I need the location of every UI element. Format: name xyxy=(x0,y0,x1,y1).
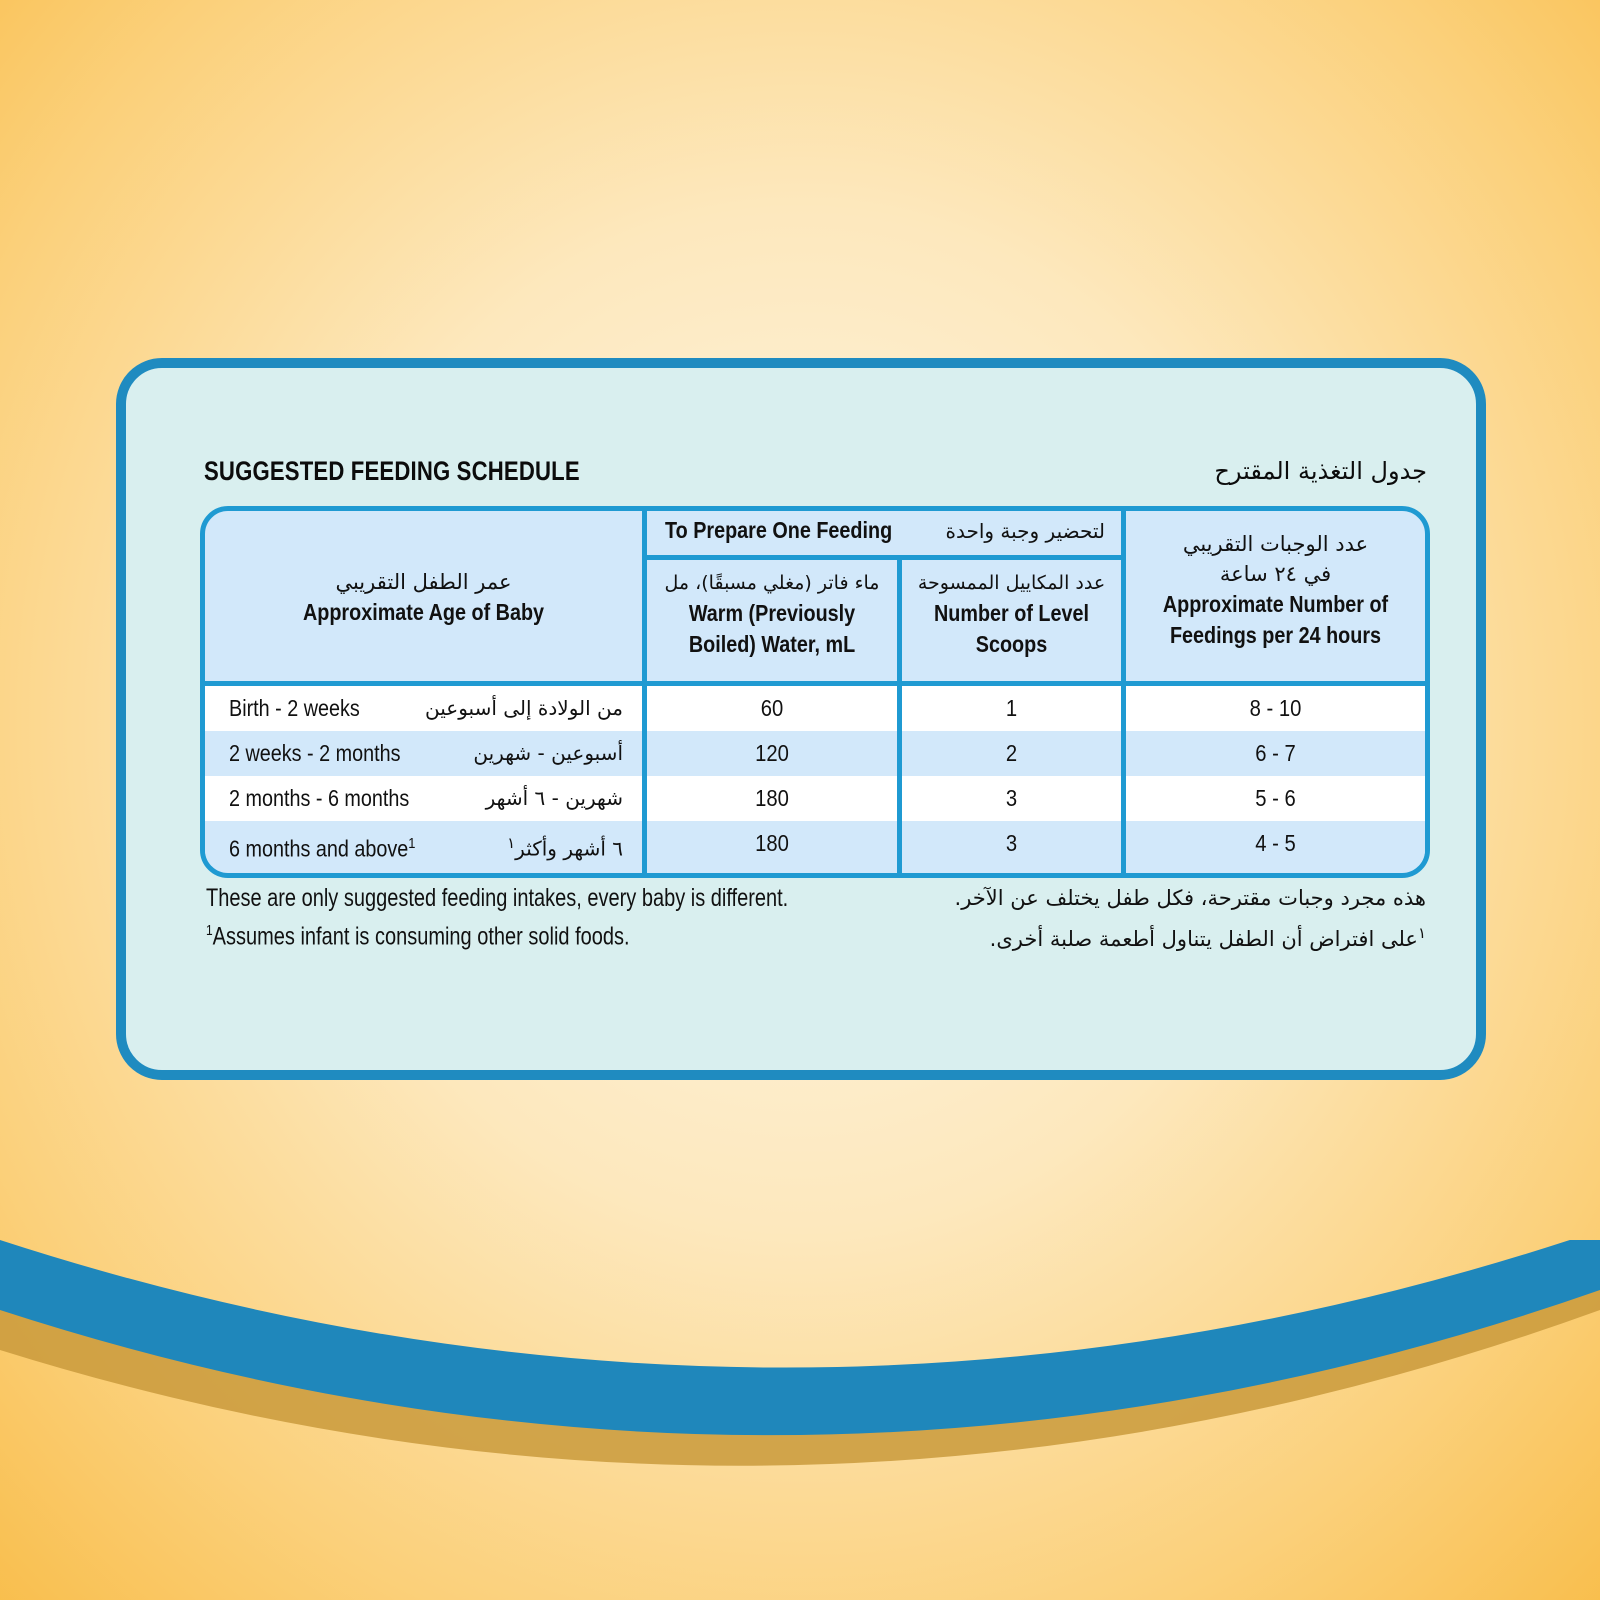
footnote-arabic-2 xyxy=(990,924,1426,951)
row-water-ml: 60 xyxy=(760,695,784,721)
header-age-arabic: عمر الطفل التقريبي xyxy=(335,570,512,594)
footnote-english-marker: 1 xyxy=(206,922,213,939)
header-age xyxy=(205,511,642,681)
header-prepare-english: To Prepare One Feeding xyxy=(665,517,893,543)
row-water-ml: 180 xyxy=(755,830,789,856)
column-divider xyxy=(897,555,902,878)
row-feedings: 5 - 6 xyxy=(1255,785,1296,811)
table-row xyxy=(205,731,1425,776)
feeding-schedule-table xyxy=(200,506,1430,878)
row-feedings: 6 - 7 xyxy=(1255,740,1296,766)
footnote-english-1: These are only suggested feeding intakes, every baby is different. xyxy=(206,884,789,912)
row-age-english: 2 weeks - 2 months xyxy=(229,740,401,766)
footnote-english-2-text: Assumes infant is consuming other solid foods. xyxy=(212,922,630,951)
row-scoops: 3 xyxy=(1005,830,1018,856)
column-divider xyxy=(1121,511,1126,878)
row-age-arabic xyxy=(507,821,623,866)
row-scoops: 3 xyxy=(1005,785,1018,811)
header-water-arabic: ماء فاتر (مغلي مسبقًا)، مل xyxy=(664,572,880,594)
footnote-arabic-2-text: على افتراض أن الطفل يتناول أطعمة صلبة أخرى. xyxy=(989,927,1418,951)
header-feedings-arabic-line1: عدد الوجبات التقريبي xyxy=(1182,532,1369,556)
header-scoops-english-line1: Number of Level xyxy=(934,600,1089,626)
header-scoops xyxy=(902,560,1121,681)
footnote-english-2 xyxy=(206,922,630,951)
footnote-arabic-marker: ١ xyxy=(1417,924,1426,942)
header-water xyxy=(647,560,897,681)
header-feedings-english-line2: Feedings per 24 hours xyxy=(1169,622,1382,648)
row-scoops: 1 xyxy=(1005,695,1018,721)
title-arabic: جدول التغذية المقترح xyxy=(1214,457,1427,485)
header-feedings-english-line1: Approximate Number of xyxy=(1162,591,1389,617)
header-water-english-line1: Warm (Previously xyxy=(688,600,856,626)
header-water-english-line2: Boiled) Water, mL xyxy=(688,631,856,657)
header-feedings-arabic-line2: في ٢٤ ساعة xyxy=(1219,562,1332,586)
footnote-marker: 1 xyxy=(408,835,416,852)
table-row xyxy=(205,776,1425,821)
row-age-arabic-text: ٦ أشهر وأكثر xyxy=(515,836,623,861)
footnote-arabic-1: هذه مجرد وجبات مقترحة، فكل طفل يختلف عن الآخر. xyxy=(954,886,1426,910)
table-row xyxy=(205,686,1425,731)
header-scoops-arabic: عدد المكاييل الممسوحة xyxy=(917,572,1106,594)
row-age-arabic: أسبوعين - شهرين xyxy=(473,741,623,765)
header-bottom-divider xyxy=(205,681,1425,686)
title-english: SUGGESTED FEEDING SCHEDULE xyxy=(204,456,580,486)
row-age-english-text: 6 months and above xyxy=(229,835,409,862)
header-age-english: Approximate Age of Baby xyxy=(302,599,545,625)
row-feedings: 4 - 5 xyxy=(1255,830,1296,856)
header-divider xyxy=(642,555,1126,560)
column-divider xyxy=(642,511,647,878)
header-prepare-one-feeding xyxy=(647,511,1121,555)
row-water-ml: 180 xyxy=(755,785,789,811)
header-scoops-english-line2: Scoops xyxy=(975,631,1048,657)
header-prepare-arabic: لتحضير وجبة واحدة xyxy=(945,519,1105,543)
header-feedings xyxy=(1126,511,1425,681)
table-row xyxy=(205,821,1425,866)
row-water-ml: 120 xyxy=(755,740,789,766)
decorative-bottom-arc xyxy=(0,1240,1600,1600)
row-age-english: Birth - 2 weeks xyxy=(229,695,360,721)
row-scoops: 2 xyxy=(1005,740,1018,766)
row-age-english: 2 months - 6 months xyxy=(229,785,410,811)
footnote-marker-arabic: ١ xyxy=(507,834,516,852)
row-age-english xyxy=(229,821,415,866)
row-feedings: 8 - 10 xyxy=(1249,695,1302,721)
row-age-arabic: شهرين - ٦ أشهر xyxy=(485,786,623,810)
row-age-arabic: من الولادة إلى أسبوعين xyxy=(425,696,623,720)
